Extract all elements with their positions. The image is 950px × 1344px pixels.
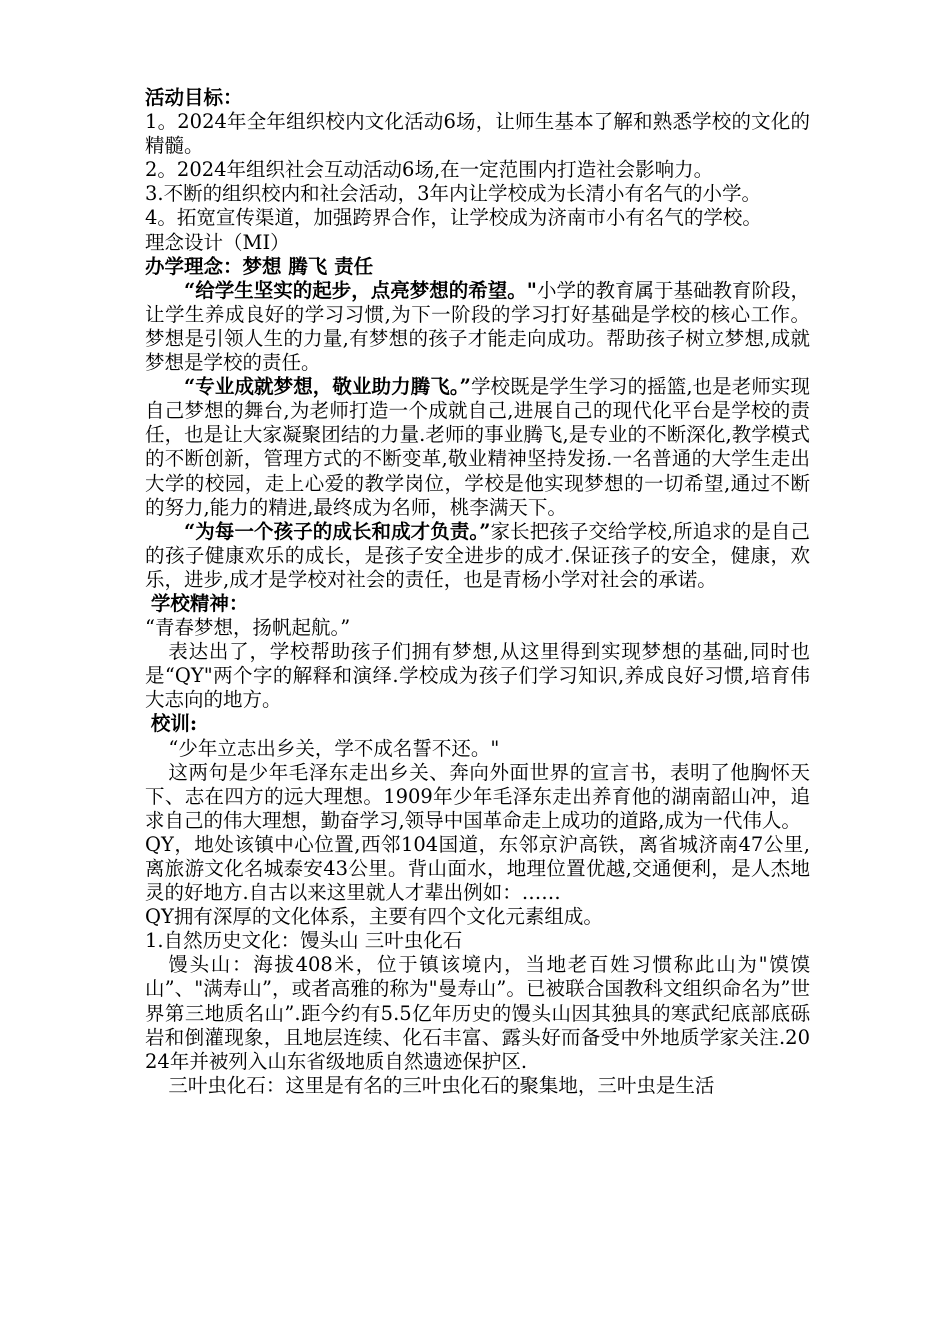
- location-paragraph: QY，地处该镇中心位置,西邻104国道，东邻京沪高铁，离省城济南47公里,离旅游文化名城泰安43公里。背山面水，地理位置优越,交通便利，是人杰地灵的好地方.自古以来这里就人才辈出例如：……: [145, 832, 810, 905]
- philosophy-paragraph-1: [145, 279, 810, 375]
- spirit-explanation: 表达出了，学校帮助孩子们拥有梦想,从这里得到实现梦想的基础,同时也是“QY"两个字的解释和演绎.学校成为孩子们学习知识,养成良好习惯,培育伟大志向的地方。: [145, 640, 810, 712]
- philosophy-body-2: 学校既是学生学习的摇篮,也是老师实现自己梦想的舞台,为老师打造一个成就自己,进展自己的现代化平台是学校的责任，也是让大家凝聚团结的力量.老师的事业腾飞,是专业的不断深化,教学模式的不断创新，管理方式的不断变革,敬业精神坚持发扬.一名普通的大学生走出大学的校园，走上心爱的教学岗位，学校是他实现梦想的一切希望,通过不断的努力,能力的精进,最终成为名师，桃李满天下。: [145, 375, 810, 519]
- document-page: [145, 86, 810, 1098]
- philosophy-lead-2: “专业成就梦想，敬业助力腾飞。”: [184, 375, 471, 399]
- philosophy-lead-1: “给学生坚实的起步，点亮梦想的希望。": [184, 278, 537, 302]
- philosophy-lead-3: “为每一个孩子的成长和成才负责。”: [184, 519, 491, 543]
- culture-intro: QY拥有深厚的文化体系，主要有四个文化元素组成。: [145, 905, 603, 929]
- philosophy-body-3: 家长把孩子交给学校,所追求的是自己的孩子健康欢乐的成长，是孩子安全进步的成才.保证孩子的安全，健康，欢乐，进步,成才是学校对社会的责任，也是青杨小学对社会的承诺。: [145, 519, 810, 591]
- culture-item-1-title: 1.自然历史文化：馒头山 三叶虫化石: [145, 929, 463, 953]
- spirit-quote: “青春梦想，扬帆起航。”: [145, 616, 351, 640]
- goal-item-2: 2。2024年组织社会互动活动6场,在一定范围内打造社会影响力。: [145, 158, 714, 182]
- philosophy-paragraph-2: [145, 375, 810, 520]
- philosophy-heading: 办学理念：梦想 腾飞 责任: [145, 254, 374, 278]
- goals-heading: 活动目标：: [145, 86, 243, 109]
- goal-item-3: 3.不断的组织校内和社会活动，3年内让学校成为长清小有名气的小学。: [145, 182, 762, 206]
- trilobite-paragraph: 三叶虫化石：这里是有名的三叶虫化石的聚集地，三叶虫是生活: [168, 1073, 715, 1097]
- concept-section-title: 理念设计（MI）: [145, 230, 290, 254]
- goal-item-4: 4。拓宽宣传渠道，加强跨界合作，让学校成为济南市小有名气的学校。: [145, 206, 762, 230]
- philosophy-body-1: 小学的教育属于基础教育阶段，让学生养成良好的学习习惯,为下一阶段的学习打好基础是学校的核心工作。梦想是引领人生的力量,有梦想的孩子才能走向成功。帮助孩子树立梦想,成就梦想是学校的责任。: [145, 278, 810, 375]
- motto-quote: “少年立志出乡关，学不成名誓不还。": [168, 736, 500, 760]
- mantou-mountain-paragraph: 馒头山：海拔408米，位于镇该境内，当地老百姓习惯称此山为"馍馍山”、"满寿山”，或者高雅的称为"曼寿山”。已被联合国教科文组织命名为”世界第三地质名山”.距今约有5.5亿年历史的馒头山因其独具的寒武纪底部底砾岩和倒灌现象，且地层连续、化石丰富、露头好而备受中外地质学家关注.2024年并被列入山东省级地质自然遗迹保护区.: [145, 953, 810, 1073]
- goal-item-1: 1。2024年全年组织校内文化活动6场，让师生基本了解和熟悉学校的文化的精髓。: [145, 110, 810, 158]
- motto-heading: 校训:: [150, 712, 198, 736]
- spirit-heading: 学校精神：: [150, 591, 249, 615]
- philosophy-paragraph-3: [145, 520, 810, 592]
- motto-explanation: 这两句是少年毛泽东走出乡关、奔向外面世界的宣言书，表明了他胸怀天下、志在四方的远大理想。1909年少年毛泽东走出养育他的湖南韶山冲，追求自己的伟大理想，勤奋学习,领导中国革命走上成功的道路,成为一代伟人。: [145, 760, 810, 832]
